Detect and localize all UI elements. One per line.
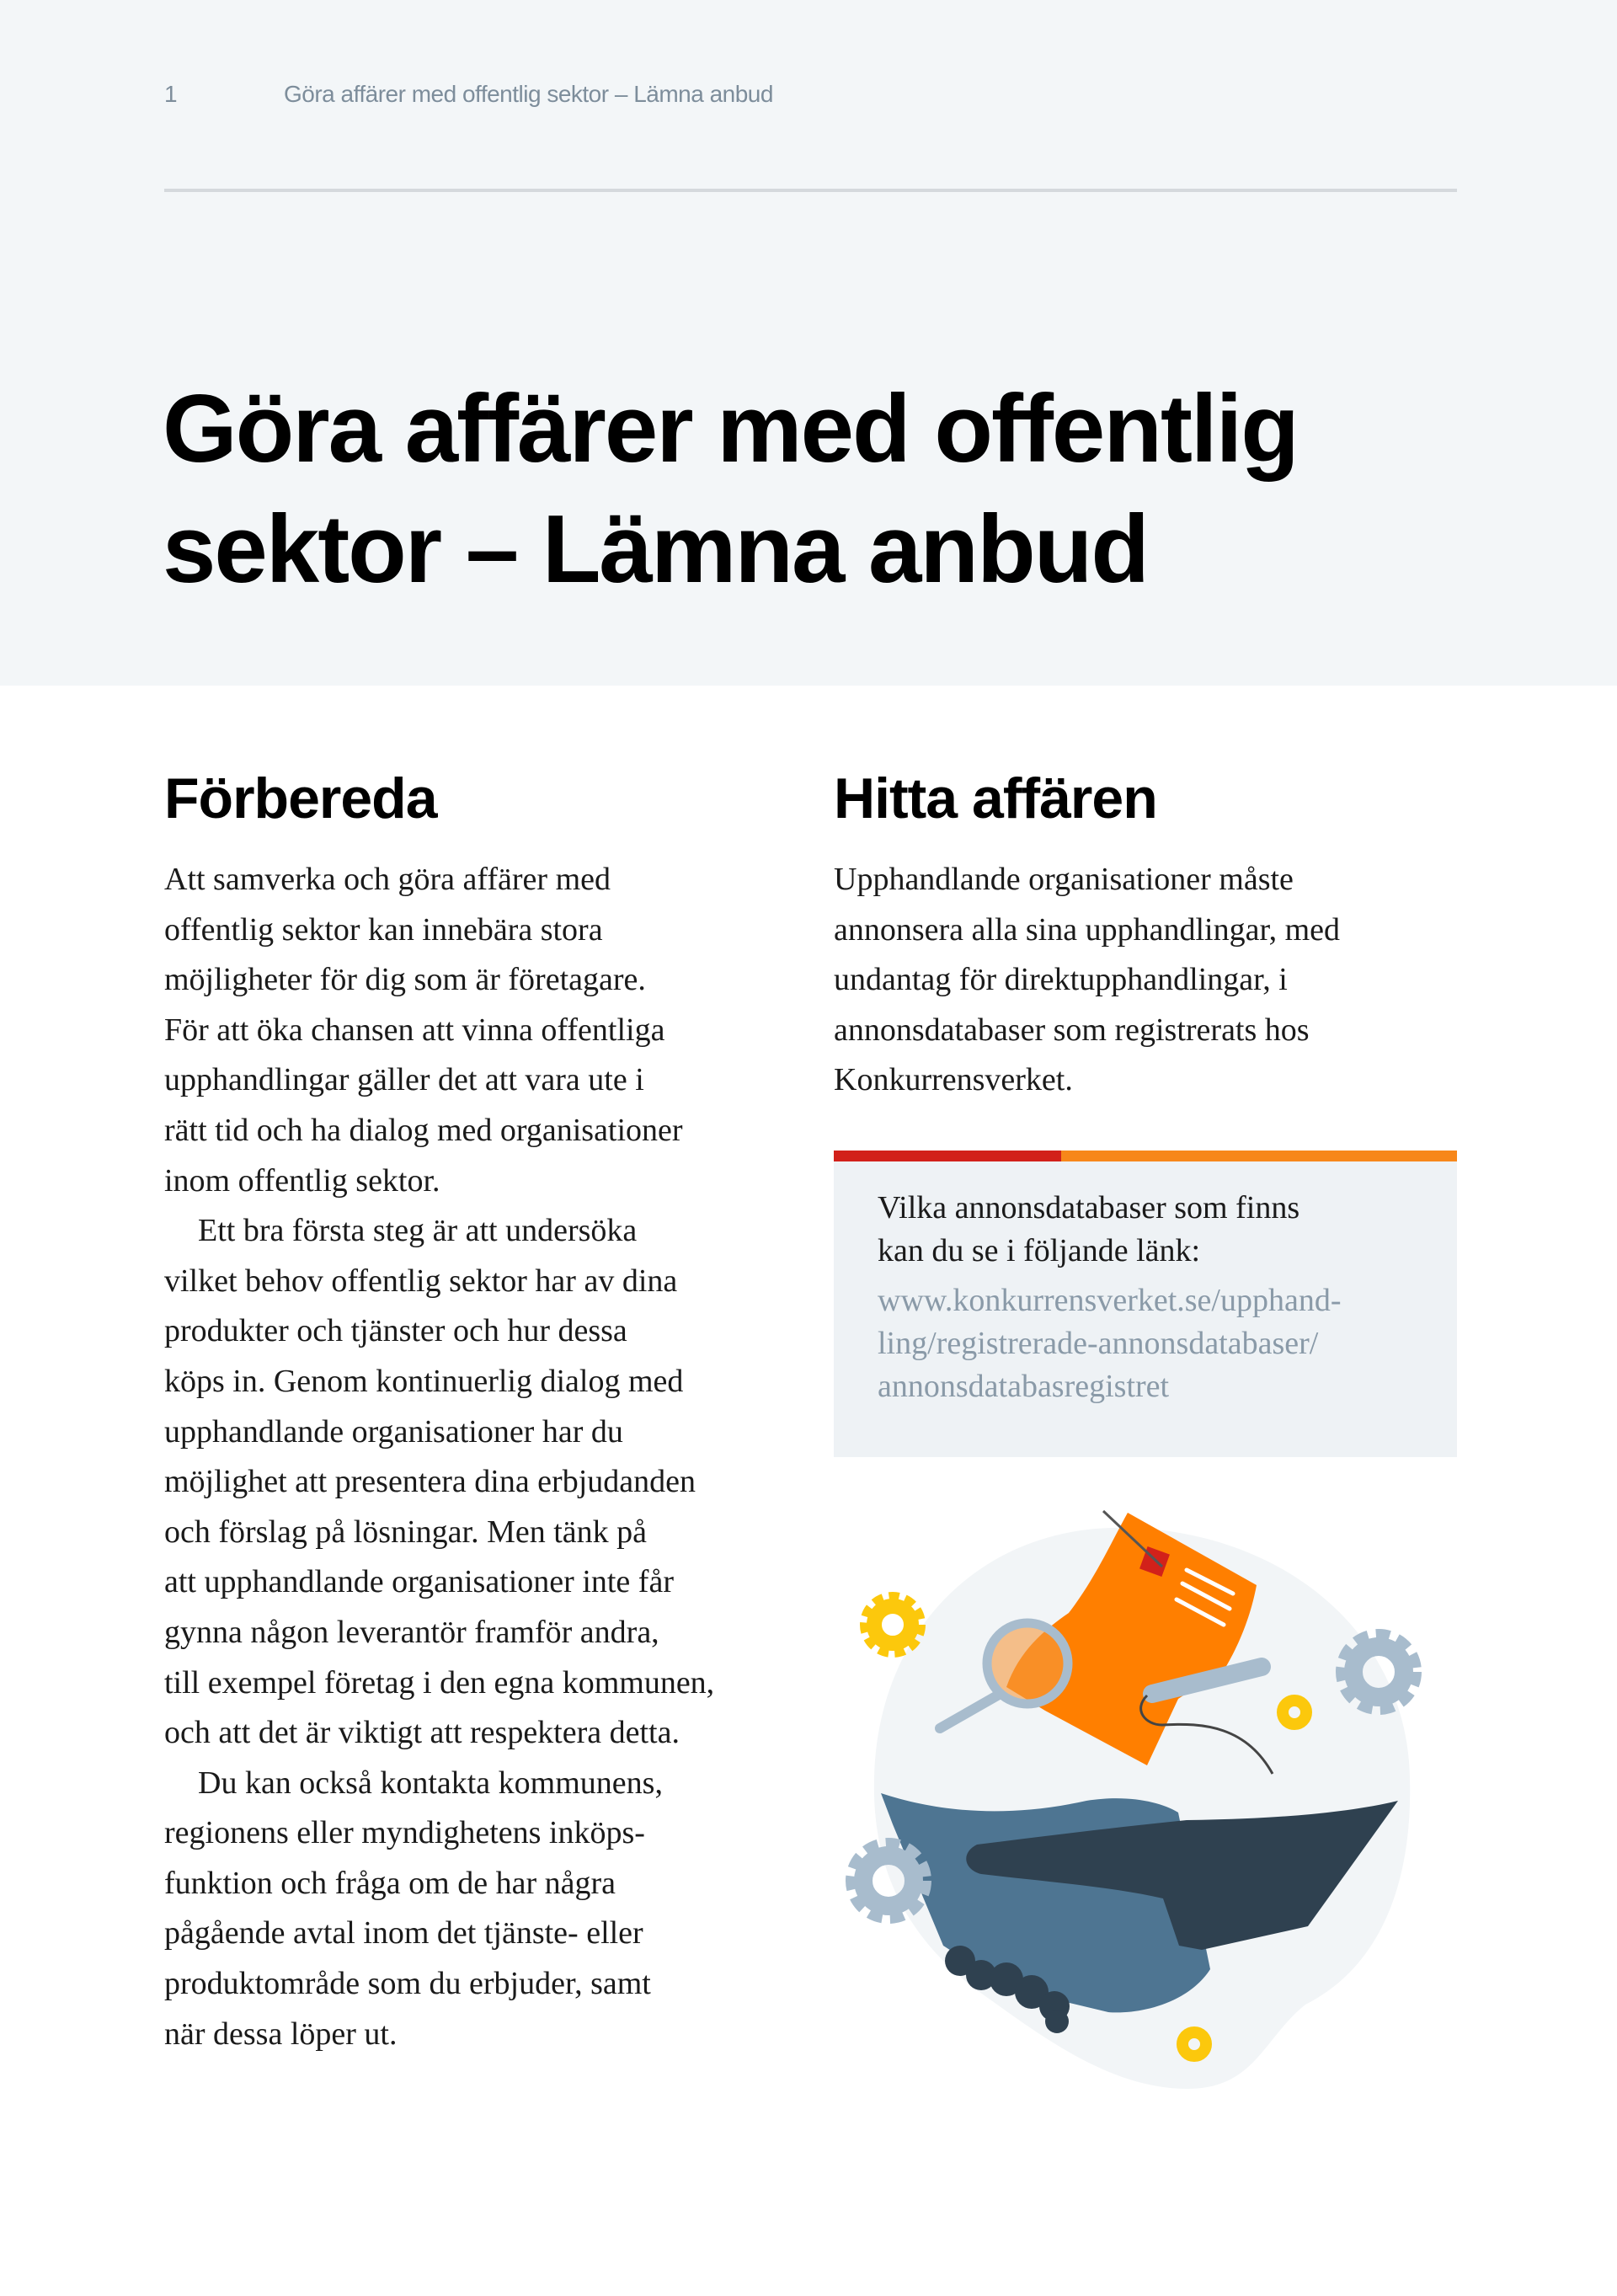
paragraph-line: Upphandlande organisationer måste [834,862,1294,897]
paragraph-line: annonsdatabaser som registrerats hos [834,1012,1310,1048]
paragraph-line: undantag för direktupphandlingar, i [834,962,1288,998]
link-line[interactable]: annonsdatabasregistret [878,1369,1170,1404]
paragraph-line: Ett bra första steg är att undersöka [198,1213,638,1249]
paragraph-line: när dessa löper ut. [164,2016,398,2052]
paragraph-line: och förslag på lösningar. Men tänk på [164,1514,648,1550]
infobox-accent-orange [1061,1151,1457,1161]
paragraph-line: offentlig sektor kan innebära stora [164,911,603,948]
paragraph-line: att upphandlande organisationer inte får [164,1564,674,1600]
paragraph-line: upphandlande organisationer har du [164,1413,623,1450]
paragraph-line: upphandlingar gäller det att vara ute i [164,1062,644,1098]
paragraph-line: gynna någon leverantör framför andra, [164,1614,659,1650]
paragraph-line: pågående avtal inom det tjänste- eller [164,1915,643,1952]
left-column-body [164,855,714,2059]
paragraph-line: rätt tid och ha dialog med organisationer [164,1112,683,1148]
paragraph-line: Konkurrensverket. [834,1062,1073,1098]
page-title-line: Göra affärer med offentlig [163,376,1298,483]
paragraph-line: vilket behov offentlig sektor har av dina [164,1263,678,1299]
paragraph-line: annonsera alla sina upphandlingar, med [834,911,1341,948]
handshake-illustration [834,1499,1440,2122]
paragraph-line: köps in. Genom kontinuerlig dialog med [164,1363,684,1399]
paragraph-line: produktområde som du erbjuder, samt [164,1966,651,2002]
paragraph-line: Du kan också kontakta kommunens, [198,1765,663,1801]
page-number: 1 [164,81,178,107]
link-line[interactable]: ling/registrerade-annonsdatabaser/ [878,1326,1319,1361]
link-line[interactable]: www.konkurrensverket.se/upphand- [878,1283,1342,1318]
section-heading-forbereda: Förbereda [164,766,437,830]
running-title: Göra affärer med offentlig sektor – Lämna anbud [284,81,773,107]
paragraph-line: möjligheter för dig som är företagare. [164,962,646,998]
header-divider [164,189,1457,192]
page-title [163,369,1298,610]
infobox [834,1161,1457,1457]
annonsdatabas-link[interactable] [878,1279,1342,1408]
paragraph-line: produkter och tjänster och hur dessa [164,1313,627,1349]
paragraph-line: regionens eller myndighetens inköps- [164,1815,645,1851]
section-heading-hitta-affaren: Hitta affären [834,766,1157,830]
paragraph-line: För att öka chansen att vinna offentliga [164,1012,665,1048]
infobox-text [878,1187,1299,1273]
paragraph-line: till exempel företag i den egna kommunen, [164,1664,715,1701]
infobox-text-line: Vilka annonsdatabaser som finns [878,1190,1300,1225]
paragraph-line: och att det är viktigt att respektera detta. [164,1715,680,1751]
infobox-accent-red [834,1151,1061,1161]
paragraph-line: Att samverka och göra affärer med [164,862,611,897]
paragraph-line: möjlighet att presentera dina erbjudanden [164,1464,696,1500]
right-column-body [834,855,1340,1106]
paragraph-line: funktion och fråga om de har några [164,1865,616,1901]
infobox-text-line: kan du se i följande länk: [878,1233,1201,1268]
page-title-line: sektor – Lämna anbud [163,496,1148,603]
paragraph-line: inom offentlig sektor. [164,1162,440,1199]
